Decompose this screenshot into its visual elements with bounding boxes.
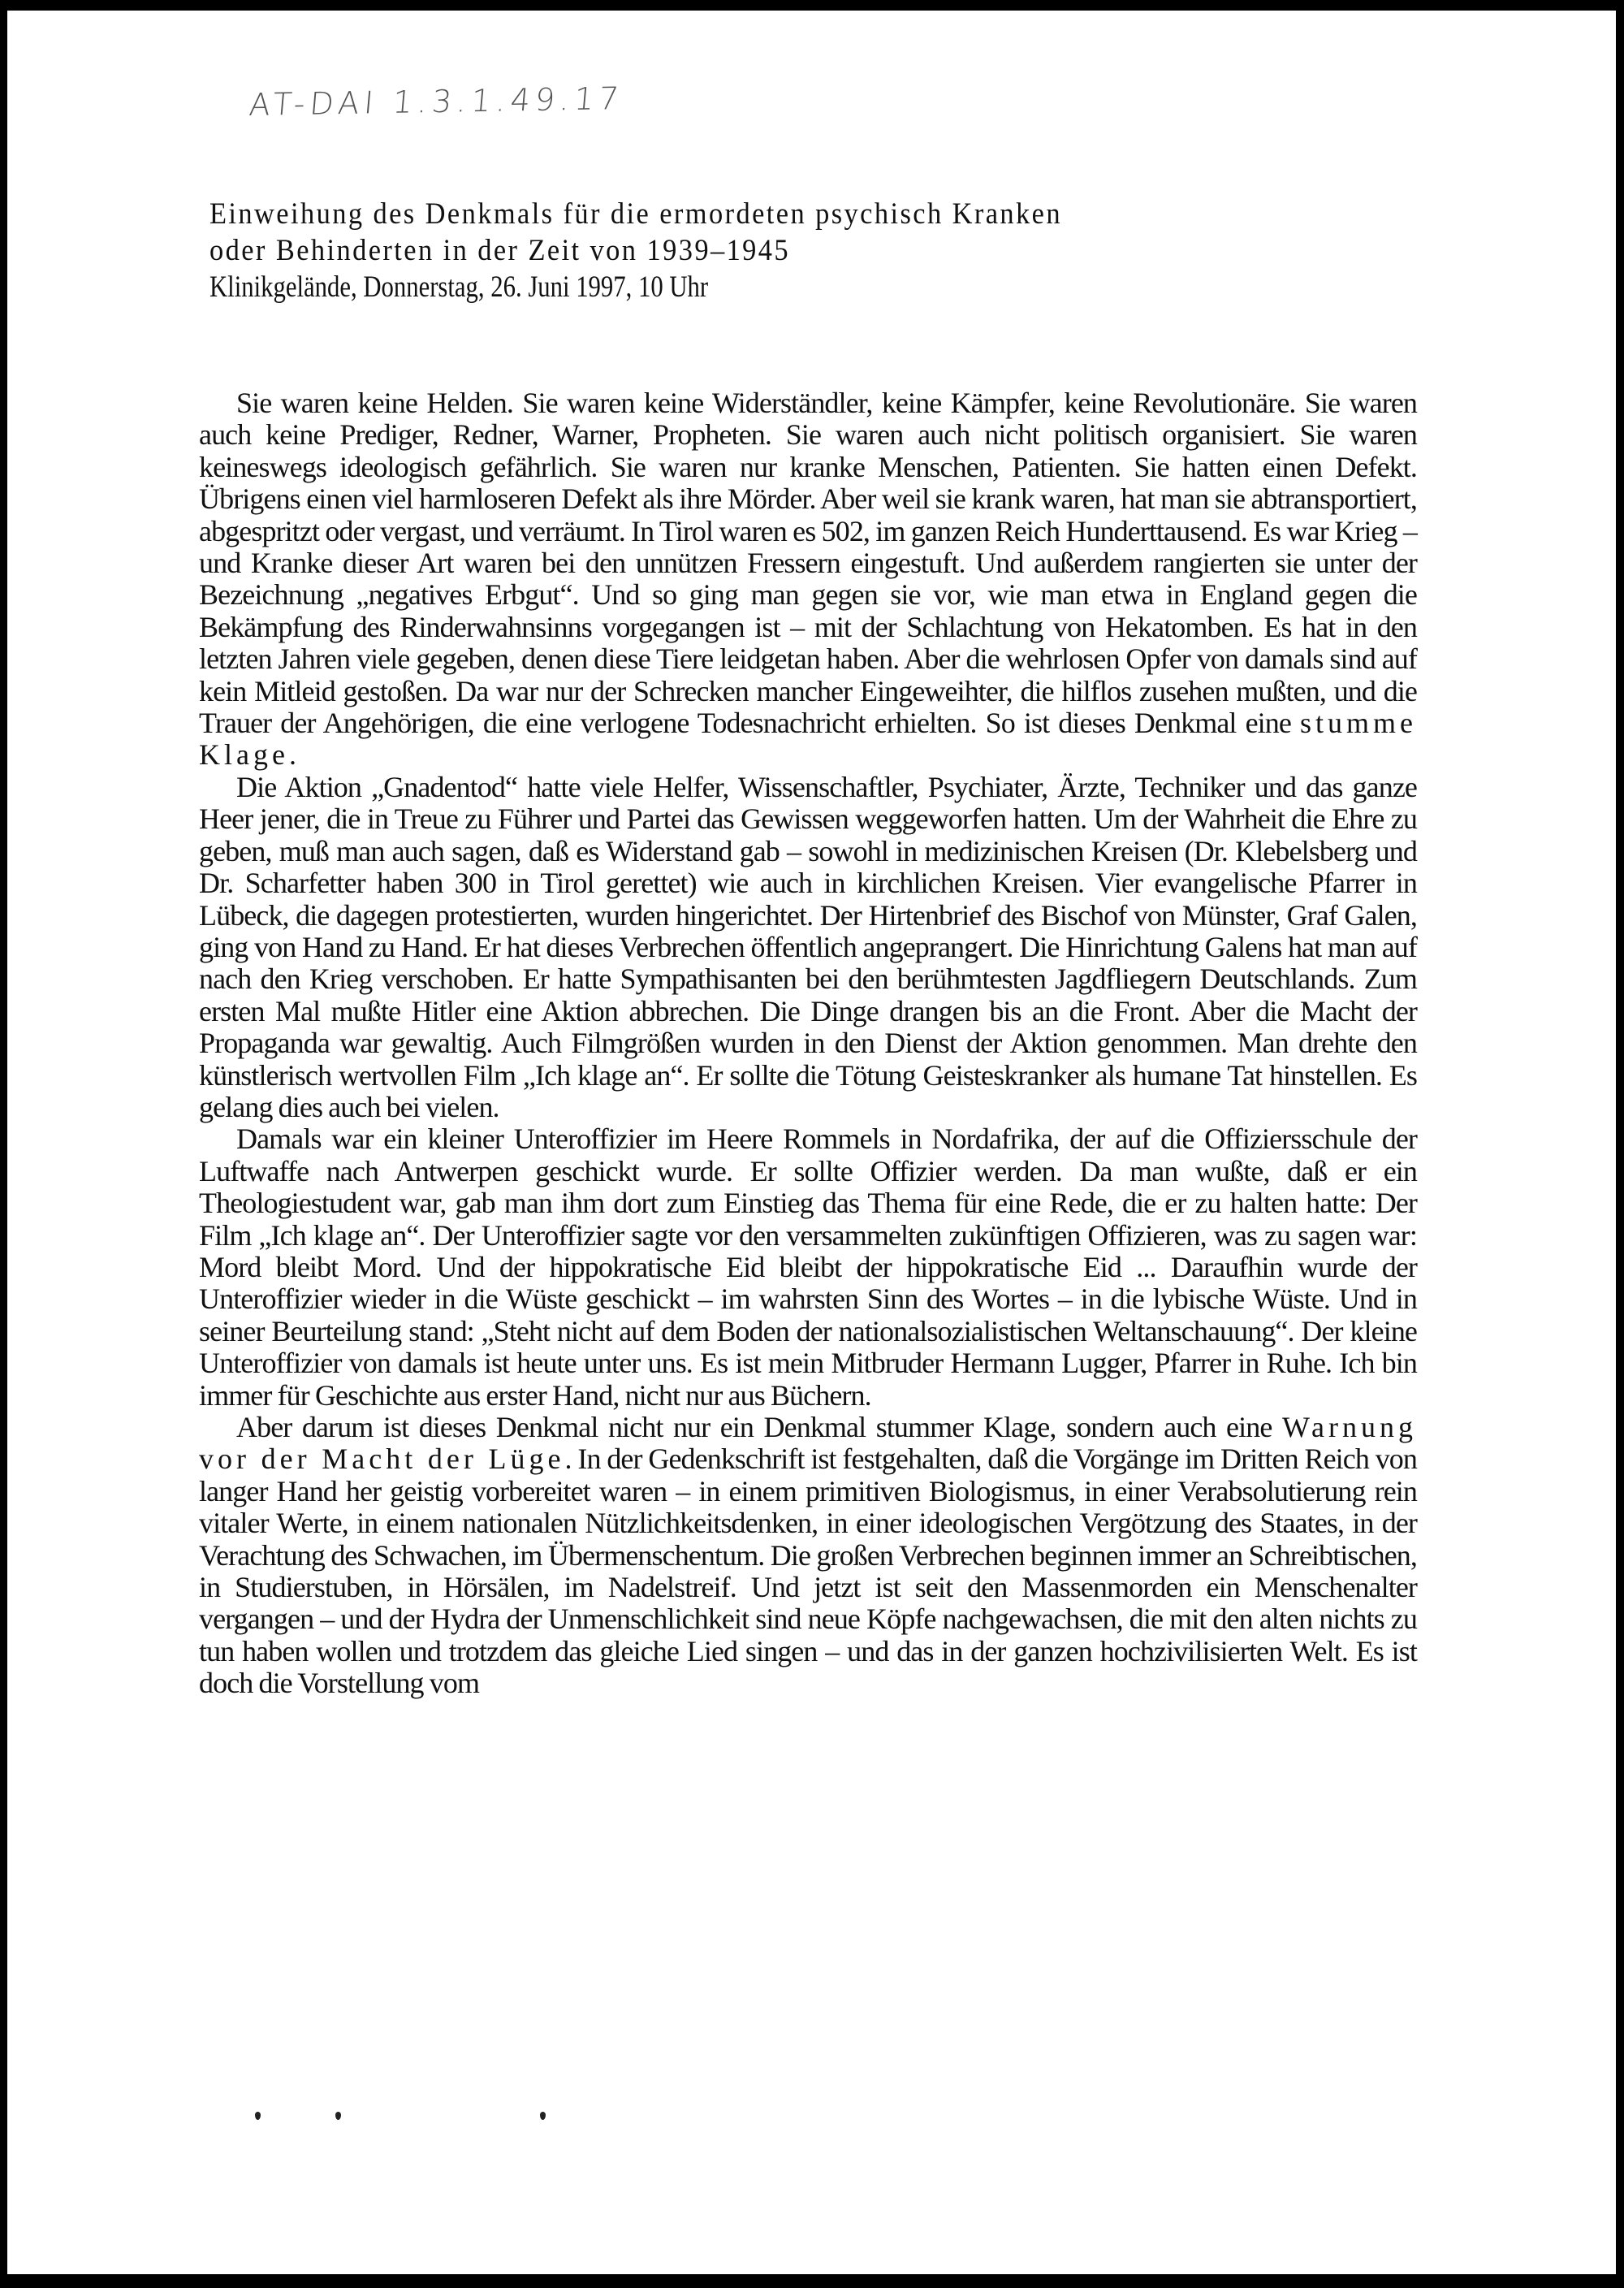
paragraph-1-end: . <box>288 738 296 772</box>
paragraph-4 <box>199 1412 1417 1700</box>
scan-artifact-dot <box>540 2112 546 2120</box>
paragraph-4-end: . In der Gedenkschrift ist festgehalten, daß die Vorgänge im Dritten Reich von langer Hand her geistig vorbereitet waren – in einem primitiven Biologismus, in einer Verabsolutierung rein vitaler Werte, in einem nationalen Nützlichkeitsdenken, in einer ideologischen Vergötzung des Staates, in der Verachtung des Schwachen, im Übermenschentum. Die großen Verbrechen beginnen immer an Schreibtischen, in Studierstuben, in Hörsälen, im Nadelstreif. Und jetzt ist seit den Massenmorden ein Menschenalter vergangen – und der Hydra der Unmenschlichkeit sind neue Köpfe nachgewachsen, die mit den alten nichts zu tun haben wollen und trotzdem das gleiche Lied singen – und das in der ganzen hochzivilisierten Welt. Es ist doch die Vorstellung vom <box>199 1442 1417 1700</box>
title-line-2: oder Behinderten in der Zeit von 1939–1945 <box>209 234 791 267</box>
document-page <box>7 11 1616 2274</box>
paragraph-3: Damals war ein kleiner Unteroffizier im Heere Rommels in Nordafrika, der auf die Offiziersschule der Luftwaffe nach Antwerpen geschickt wurde. Er sollte Offizier werden. Da man wußte, daß er ein Theologiestudent war, gab man ihm dort zum Einstieg das Thema für eine Rede, die er zu halten hatte: Der Film „Ich klage an“. Der Unteroffizier sagte vor den versammelten zukünftigen Offizieren, was zu sagen war: Mord bleibt Mord. Und der hippokratische Eid bleibt der hippokratische Eid ... Daraufhin wurde der Unteroffizier wieder in die Wüste geschickt – im wahrsten Sinn des Wortes – in die lybische Wüste. Und in seiner Beurteilung stand: „Steht nicht auf dem Boden der nationalsozialistischen Weltanschauung“. Der kleine Unteroffizier von damals ist heute unter uns. Es ist mein Mitbruder Hermann Lugger, Pfarrer in Ruhe. Ich bin immer für Geschichte aus erster Hand, nicht nur aus Büchern. <box>199 1122 1417 1412</box>
paragraph-1-text: Sie waren keine Helden. Sie waren keine Widerständler, keine Kämpfer, keine Revolutionäre. Sie waren auch keine Prediger, Redner, Warner, Propheten. Sie waren auch nicht politisch organisiert. Sie waren keineswegs ideologisch gefährlich. Sie waren nur kranke Menschen, Patienten. Sie hatten einen Defekt. Übrigens einen viel harmloseren Defekt als ihre Mörder. Aber weil sie krank waren, hat man sie abtransportiert, abgespritzt oder vergast, und verräumt. In Tirol waren es 502, im ganzen Reich Hunderttausend. Es war Krieg – und Kranke dieser Art waren bei den unnützen Fressern eingestuft. Und außerdem rangierten sie unter der Bezeichnung „negatives Erbgut“. Und so ging man gegen sie vor, wie man etwa in England gegen die Bekämpfung des Rinderwahnsinns vorgegangen ist – mit der Schlachtung von Hekatomben. Es hat in den letzten Jahren viele gegeben, denen diese Tiere leidgetan haben. Aber die wehrlosen Opfer von damals sind auf kein Mitleid gestoßen. Da war nur der Schrecken mancher Eingeweihter, die hilflos zusehen mußten, und die Trauer der Angehörigen, die eine verlogene Todesnachricht erhielten. So ist dieses Denkmal eine <box>199 387 1417 740</box>
document-header <box>209 196 1126 305</box>
title-line-1: Einweihung des Denkmals für die ermordeten psychisch Kranken <box>209 197 1062 231</box>
paragraph-1 <box>199 387 1417 772</box>
paragraph-2: Die Aktion „Gnadentod“ hatte viele Helfer, Wissenschaftler, Psychiater, Ärzte, Techniker und das ganze Heer jener, die in Treue zu Führer und Partei das Gewissen weggeworfen hatten. Um der Wahrheit die Ehre zu geben, muß man auch sagen, daß es Widerstand gab – sowohl in medizinischen Kreisen (Dr. Klebelsberg und Dr. Scharfetter haben 300 in Tirol gerettet) wie auch in kirchlichen Kreisen. Vier evangelische Pfarrer in Lübeck, die dagegen protestierten, wurden hingerichtet. Der Hirtenbrief des Bischof von Münster, Graf Galen, ging von Hand zu Hand. Er hat dieses Verbrechen öffentlich angeprangert. Die Hinrichtung Galens hat man auf nach den Krieg verschoben. Er hatte Sympathisanten bei den berühmtesten Jagdfliegern Deutschlands. Zum ersten Mal mußte Hitler eine Aktion abbrechen. Die Dinge drangen bis an die Front. Aber die Macht der Propaganda war gewaltig. Auch Filmgrößen wurden in den Dienst der Aktion genommen. Man drehte den künstlerisch wertvollen Film „Ich klage an“. Er sollte die Tötung Geisteskranker als humane Tat hinstellen. Es gelang dies auch bei vielen. <box>199 770 1417 1123</box>
scan-artifact-dot <box>255 2112 261 2120</box>
location-date-line: Klinikgelände, Donnerstag, 26. Juni 1997, 10 Uhr <box>209 270 709 304</box>
paragraph-4-text: Aber darum ist dieses Denkmal nicht nur ein Denkmal stummer Klage, sondern auch eine <box>236 1411 1282 1443</box>
speech-body <box>199 387 1417 1700</box>
emphasis-warnung: Warnung vor der Macht der Lüge <box>199 1411 1417 1476</box>
handwritten-archive-signature: AT-DAI 1.3.1.49.17 <box>248 80 625 123</box>
scan-artifact-dot <box>335 2112 341 2120</box>
emphasis-stumme-klage: stumme Klage <box>199 707 1417 772</box>
